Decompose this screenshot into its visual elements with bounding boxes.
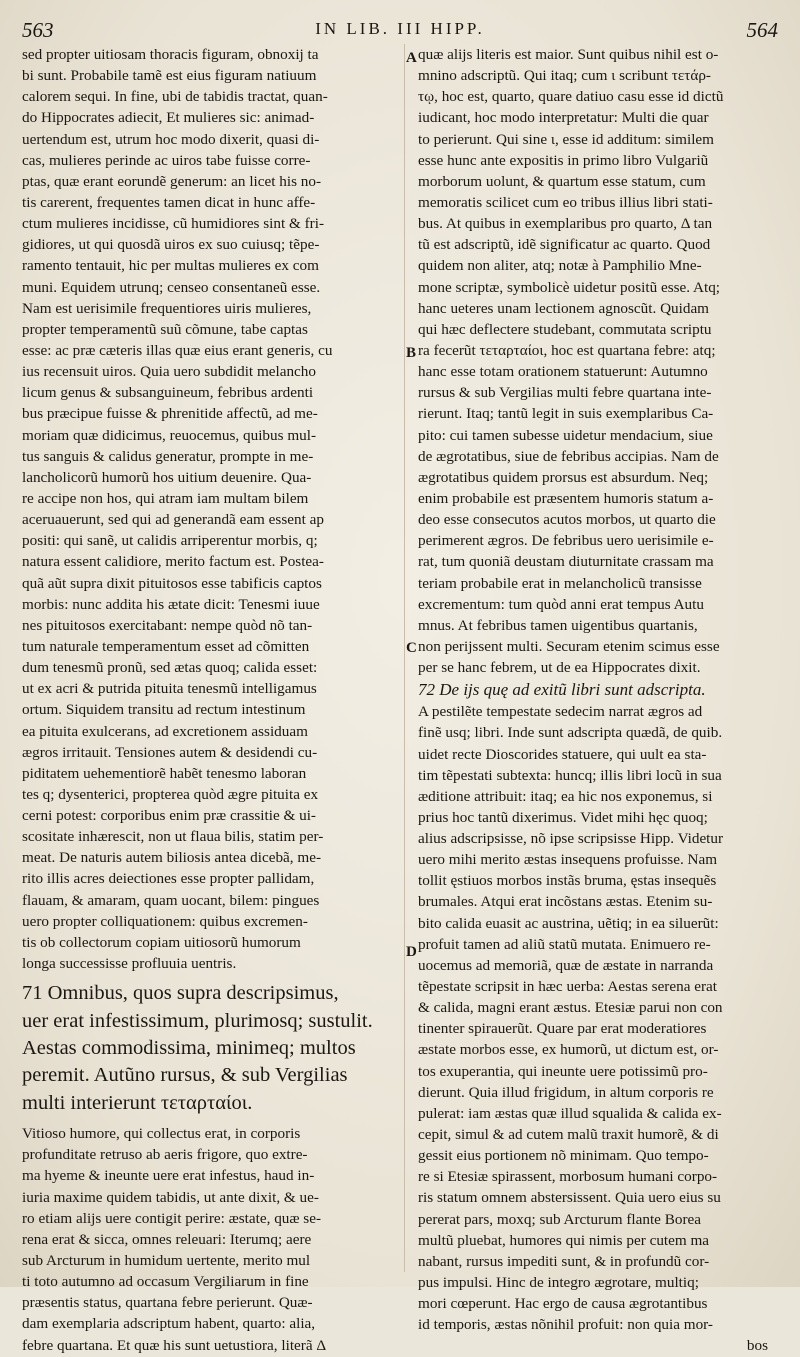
text-line: scositate inhærescit, non ut flaua bilis, statim per- [22, 828, 324, 846]
text-line: tis carerent, frequentes tamen dicat in hunc affe- [22, 193, 316, 211]
text-line: dam exemplaria adscriptum habent, quarto: alia, [22, 1315, 316, 1333]
text-line: pito: cui tamen subesse uidetur mendacium, siue [418, 426, 713, 444]
text-line: dierunt. Quia illud frigidum, in altum corporis re [418, 1083, 714, 1101]
text-line: æstate morbos esse, ex humorũ, ut dictum est, or- [418, 1041, 719, 1059]
text-line: pus impulsi. Hinc de integro ægrotare, multiq; [418, 1274, 699, 1292]
aphorism-line: uer erat infestissimum, plurimosq; sustulit. [22, 1009, 373, 1032]
text-line: gessit eius portionem nõ minimam. Quo tempo- [418, 1147, 709, 1165]
text-line: hanc ueteres unam lectionem agnoscũt. Quidam [418, 299, 709, 317]
text-line: tos exuperantia, qui ineunte uere potissimũ pro- [418, 1062, 708, 1080]
aphorism-line: Aestas commodissima, minimeq; multos [22, 1036, 356, 1059]
text-line: alius adscripsisse, nõ ipse scripsisse Hipp. Videtur [418, 830, 724, 848]
text-line: bus. At quibus in exemplaribus pro quarto, Δ tan [418, 215, 713, 233]
text-line: mone scriptæ, symbolicè uidetur positũ esse. Atq; [418, 278, 721, 296]
text-line: tẽpestate scripsit in hæc uerba: Aestas serena erat [418, 978, 717, 996]
catchword: bos [746, 1337, 768, 1355]
margin-letter-a: A [406, 50, 417, 66]
section-72-heading: 72 De ijs quę ad exitũ libri sunt adscripta. [418, 680, 706, 700]
column-divider [404, 44, 405, 1272]
text-line: tim tẽpestati subtexta: huncq; illis libri locũ in sua [418, 766, 722, 784]
margin-letter-b: B [406, 345, 417, 361]
text-line: sub Arcturum in humidum uertente, merito mul [22, 1251, 311, 1269]
margin-letter-c: C [406, 640, 417, 656]
text-line: mnus. At febribus tamen uigentibus quartanis, [418, 616, 698, 634]
text-line: longa successisse profluuia uentris. [22, 955, 237, 973]
text-line: Nam est uerisimile frequentiores uiris mulieres, [22, 299, 312, 317]
text-line: ma hyeme & ineunte uere erat infestus, haud in- [22, 1167, 315, 1185]
text-line: natura essent calidiore, merito factum est. Postea- [22, 553, 324, 571]
text-line: quidem non aliter, atq; notæ à Pamphilio Mne- [418, 257, 702, 275]
text-line: febre quartana. Et quæ his sunt uetustiora, literã Δ [22, 1336, 327, 1354]
text-line: ra fecerũt τεταρταίοι, hoc est quartana febre: atq; [418, 341, 716, 359]
text-line: Vitioso humore, qui collectus erat, in corporis [22, 1125, 301, 1143]
text-line: nabant, rursus impediti sunt, & in profundũ cor- [418, 1252, 710, 1270]
text-line: brumales. Atqui erat incõstans æstas. Etenim su- [418, 893, 713, 911]
text-line: moriam quæ didicimus, reuocemus, quibus mul- [22, 426, 317, 444]
text-line: muni. Equidem utrunq; censeo consentaneũ esse. [22, 278, 321, 296]
text-line: bi sunt. Probabile tamẽ est eius figuram natiuum [22, 67, 317, 85]
text-line: tus sanguis & calidus generatur, prompte in me- [22, 447, 314, 465]
text-line: pulerat: iam æstas quæ illud squalida & calida ex- [418, 1104, 722, 1122]
text-line: positi: qui sanẽ, ut calidis arriperentur morbis, q; [22, 532, 318, 550]
text-line: profuit tamen ad aliũ statũ mutata. Enimuero re- [418, 935, 711, 953]
text-line: uocemus ad memoriã, quæ de æstate in narranda [418, 956, 714, 974]
text-line: non perijssent multi. Securam etenim scimus esse [418, 637, 720, 655]
text-line: tinenter spirauerũt. Quare par erat moderatiores [418, 1020, 707, 1038]
text-line: bus præcipue fuisse & phrenitide affectũ, ad me- [22, 405, 318, 423]
left-commentary-block-1 [22, 44, 394, 974]
text-line: ro etiam alijs uere contigit perire: æstate, quæ se- [22, 1209, 322, 1227]
text-line: pererat pars, moxq; sub Arcturum flante Borea [418, 1210, 701, 1228]
text-line: rito illis acres deiectiones esse propter pallidam, [22, 870, 315, 888]
text-line: iuria maxime quidem tabidis, ut ante dixit, & ue- [22, 1188, 319, 1206]
text-line: flauam, & amaram, quam uocant, bilem: pingues [22, 891, 320, 909]
text-line: ti toto autumno ad occasum Vergiliarum in fine [22, 1273, 309, 1291]
text-line: calorem sequi. In fine, ubi de tabidis tractat, quan- [22, 88, 328, 106]
text-line: tis ob collectorum copiam uitiosorũ humorum [22, 933, 301, 951]
text-line: uero mihi merito æstas insequens profuisse. Nam [418, 851, 718, 869]
text-line: dum tenesmũ pronũ, sed ætas quoq; calida esset: [22, 659, 318, 677]
text-line: rena erat & sicca, omnes releuari: Iterumq; aere [22, 1230, 312, 1248]
text-line: tum naturale temperamentum esset ad cõmitten [22, 637, 310, 655]
running-title: IN LIB. III HIPP. [315, 19, 485, 38]
text-line: sed propter uitiosam thoracis figuram, obnoxij ta [22, 46, 319, 63]
text-line: τῳ, hoc est, quarto, quare datiuo casu esse id dictũ [418, 88, 724, 106]
text-line: propter temperamentũ suũ cõmune, tabe captas [22, 320, 308, 338]
text-line: finẽ usq; libri. Inde sunt adscripta quædã, de quib. [418, 724, 723, 742]
text-line: to perierunt. Qui sine ι, esse id additum: similem [418, 130, 714, 148]
text-line: ptas, quæ erant eorundẽ generum: an licet his no- [22, 172, 322, 190]
text-line: mnino adscriptũ. Qui itaq; cum ι scribunt τετάρ- [418, 67, 711, 85]
right-commentary-block-2 [418, 701, 774, 1335]
text-line: rursus & sub Vergilias multi febre quartana inte- [418, 384, 712, 402]
text-line: enim probabile est præsentem humoris statum a- [418, 489, 714, 507]
text-line: tũ est adscriptũ, idẽ significatur ac quarto. Quod [418, 236, 711, 254]
aphorism-71-text [22, 980, 394, 1117]
left-commentary-block-2 [22, 1123, 394, 1356]
text-line: mori cœperunt. Hac ergo de causa ægrotantibus [418, 1295, 708, 1313]
text-line: cas, mulieres perinde ac uiros tabe fuisse corre- [22, 151, 311, 169]
page-header [22, 14, 778, 42]
text-line: bito calida euasit ac austrina, uẽtiq; in ea siluerũt: [418, 914, 719, 932]
text-line: A pestilẽte tempestate sedecim narrat ægros ad [418, 703, 703, 721]
text-line: uero propter colliquationem: quibus excremen- [22, 912, 308, 930]
text-line: deo esse consecutos acutos morbos, ut quarto die [418, 511, 716, 529]
text-line: cepit, simul & ad cutem malũ traxit humorẽ, & di [418, 1126, 719, 1144]
text-line: tollit ęstiuos morbos instãs bruma, ęstas insequẽs [418, 872, 717, 890]
text-line: do Hippocrates adiecit, Et mulieres sic: animad- [22, 109, 315, 127]
text-line: re si Etesiæ spirassent, morbosum humani corpo- [418, 1168, 718, 1186]
text-line: hanc esse totam orationem statuerunt: Autumno [418, 363, 708, 381]
text-line: memoratis scilicet cum eo tribus illius libri stati- [418, 193, 713, 211]
left-column [22, 44, 394, 1356]
text-line: aceruauerunt, sed qui ad generandã eam essent ap [22, 511, 324, 529]
text-line: piditatem uehementiorẽ habẽt tenesmo laboran [22, 764, 307, 782]
text-line: quæ alijs literis est maior. Sunt quibus nihil est o- [418, 46, 719, 63]
text-line: rat, tum quoniã deustam diuturnitate crassam ma [418, 553, 714, 571]
text-line: de ægrotatibus, siue de febribus accipias. Nam de [418, 447, 719, 465]
text-line: qui hæc deflectere studebant, commutata scriptu [418, 320, 712, 338]
text-line: uidet recte Dioscorides statuere, qui uult ea sta- [418, 745, 707, 763]
text-line: ramento tentauit, hic per multas mulieres ex com [22, 257, 319, 275]
right-column [418, 44, 774, 1357]
text-line: æditione attribuit: itaq; ea hic nos exponemus, si [418, 787, 713, 805]
text-line: nes pituitosos exercitabant: nempe quòd nõ tan- [22, 616, 313, 634]
text-line: perimerent ægros. De febribus uero uerisimile e- [418, 532, 714, 550]
text-line: ris statum omnem abstersissent. Quia uero eius su [418, 1189, 721, 1207]
text-line: præsentis status, quartana febre perierunt. Quæ- [22, 1294, 313, 1312]
text-line: tes q; dysenterici, propterea quòd ægre pituita ex [22, 785, 319, 803]
text-line: ut ex acri & putrida pituita tenesmũ intelligamus [22, 680, 317, 698]
text-line: meat. De naturis autem biliosis antea dicebã, me- [22, 849, 322, 867]
text-line: prius hoc tantũ dixerimus. Videt mihi hęc quoq; [418, 808, 708, 826]
text-line: ctum mulieres incidisse, cũ humidiores sint & fri- [22, 215, 325, 233]
text-line: iudicant, hoc modo interpretatur: Multi die quar [418, 109, 709, 127]
left-page-number: 563 [22, 18, 54, 42]
text-line: esse hunc ante expositis in primo libro Vulgariũ [418, 151, 709, 169]
text-line: cerni potest: corporibus enim præ crassitie & ui- [22, 807, 316, 825]
text-line: & calida, magni erant æstus. Etesiæ parui non con [418, 999, 723, 1017]
text-line: esse: ac præ cæteris illas quæ eius erant generis, cu [22, 341, 333, 359]
text-line: profunditate retruso ab aeris frigore, quo extre- [22, 1146, 308, 1164]
text-line: morbis: nunc addita his ætate dicit: Tenesmi iuue [22, 595, 320, 613]
text-line: id temporis, æstas nõnihil profuit: non quia mor- [418, 1316, 713, 1334]
aphorism-line: peremit. Autũno rursus, & sub Vergilias [22, 1064, 348, 1087]
text-line: quã aũt supra dixit pituitosos esse tabificis captos [22, 574, 322, 592]
aphorism-line: 71 Omnibus, quos supra descripsimus, [22, 982, 339, 1005]
text-line: multũ pluebat, humores qui nimis per cutem ma [418, 1231, 710, 1249]
right-page-number: 564 [746, 18, 778, 42]
text-line: ortum. Siquidem transitu ad rectum intestinum [22, 701, 306, 719]
text-line: gidiores, ut qui quosdã uiros ex suo cuiusq; tẽpe- [22, 236, 320, 254]
text-line: morborum uolunt, & quartum esse statum, cum [418, 172, 706, 190]
right-commentary-block-1 [418, 44, 774, 678]
text-line: lancholicorũ humorũ hos uitium deuenire. Qua- [22, 468, 312, 486]
text-line: rierunt. Itaq; tantũ legit in suis exemplaribus Ca- [418, 405, 714, 423]
text-line: excrementum: tum quòd anni erat tempus Autu [418, 595, 704, 613]
text-line: ius recensuit uiros. Quia uero subdidit melancho [22, 363, 316, 381]
text-line: ægrotatibus quidem prorsus est absurdum. Neq; [418, 468, 709, 486]
margin-letter-d: D [406, 944, 417, 960]
text-line: per se hanc febrem, ut de ea Hippocrates dixit. [418, 659, 701, 677]
text-line: ægros irritauit. Tensiones autem & desidendi cu- [22, 743, 318, 761]
text-line: uertendum est, utrum hoc modo dixerit, quasi di- [22, 130, 320, 148]
text-line: re accipe non hos, qui atram iam multam bilem [22, 489, 309, 507]
text-line: licum genus & subsanguineum, febribus ardenti [22, 384, 314, 402]
text-line: ea pituita exulcerans, ad excretionem assiduam [22, 722, 308, 740]
text-line: teriam probabile erat in melancholicũ transisse [418, 574, 702, 592]
aphorism-line: multi interierunt τεταρταίοι. [22, 1091, 253, 1114]
